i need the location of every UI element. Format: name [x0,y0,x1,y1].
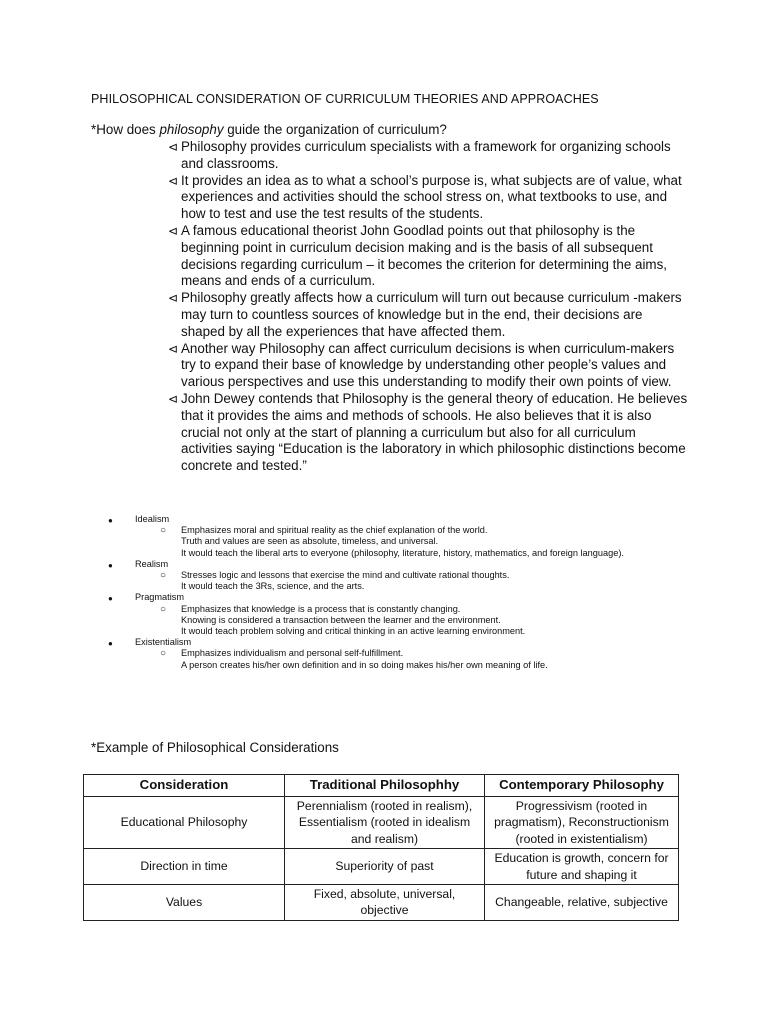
circle-bullet-icon: ○ [160,570,167,582]
table-row [84,885,679,921]
arrow-bullet-icon: ⊲ [168,173,179,188]
philosophies-list [108,514,708,671]
list-item [168,341,688,391]
table-cell: Direction in time [84,849,285,885]
point-text: Philosophy provides curriculum specialists with a framework for organizing schools and classrooms. [181,139,671,171]
list-item [168,391,688,475]
philosophy-description [108,525,708,559]
bullet-icon: ● [108,594,113,604]
description-line: It would teach the 3Rs, science, and the arts. [181,581,365,592]
table-row [84,797,679,849]
description-line: It would teach the liberal arts to everyone (philosophy, literature, history, mathematics, and foreign language). [181,547,624,558]
table-cell: Educational Philosophy [84,797,285,849]
description-line: Emphasizes individualism and personal self-fulfillment. [181,648,404,659]
table-cell: Superiority of past [285,849,485,885]
description-line: Emphasizes that knowledge is a process that is constantly changing. [181,603,461,614]
arrow-bullet-icon: ⊲ [168,341,179,356]
question-suffix: guide the organization of curriculum? [223,122,447,137]
circle-bullet-icon: ○ [160,525,167,537]
table-header-row [84,775,679,797]
philosophy-name: Idealism [135,514,170,524]
philosophy-name: Existentialism [135,637,192,648]
philosophy-description [108,570,708,592]
philosophy-pragmatism [108,592,708,637]
description-line: A person creates his/her own definition and in so doing makes his/her own meaning of life. [181,659,548,670]
circle-bullet-icon: ○ [160,648,167,660]
philosophy-points-list [168,139,688,475]
description-line: Knowing is considered a transaction between the learner and the environment. [181,614,501,625]
list-item [168,290,688,340]
philosophy-name: Pragmatism [135,592,185,603]
philosophy-name: Realism [135,558,169,569]
point-text: A famous educational theorist John Goodlad points out that philosophy is the beginning point in curriculum decision making and is the basis of all subsequent decisions regarding curriculum – it becomes the criterion for determining the aims, means and ends of a curriculum. [181,222,667,289]
philosophy-idealism [108,514,708,559]
table-cell: Values [84,885,285,921]
table-cell: Education is growth, concern for future and shaping it [485,849,679,885]
list-item [168,139,688,173]
document-title: PHILOSOPHICAL CONSIDERATION OF CURRICULUM THEORIES AND APPROACHES [91,92,599,106]
bullet-icon: ● [108,639,113,649]
arrow-bullet-icon: ⊲ [168,291,179,306]
point-text: John Dewey contends that Philosophy is the general theory of education. He believes that it provides the aims and methods of schools. He also believes that it is also crucial not only at the start of planning a curriculum but also for all curriculum activities saying “Education is the laboratory in which philosophic distinctions become concrete and tested.” [181,390,688,474]
column-header: Contemporary Philosophy [485,775,679,797]
example-heading: *Example of Philosophical Considerations [91,740,339,755]
point-text: Another way Philosophy can affect curriculum decisions is when curriculum-makers try to expand their base of knowledge by understanding other people’s values and various perspectives and use this understanding to modify their own points of view. [181,340,675,390]
question-emphasis: philosophy [159,122,224,137]
bullet-icon: ● [108,516,113,525]
considerations-table [83,774,679,921]
description-line: Stresses logic and lessons that exercise the mind and cultivate rational thoughts. [181,570,510,581]
philosophy-realism [108,559,708,593]
description-line: Truth and values are seen as absolute, timeless, and universal. [181,536,439,547]
table-row [84,849,679,885]
philosophy-description [108,648,708,670]
circle-bullet-icon: ○ [160,603,167,615]
arrow-bullet-icon: ⊲ [168,140,179,154]
point-text: Philosophy greatly affects how a curriculum will turn out because curriculum -makers may turn to countless sources of knowledge but in the end, their decisions are shaped by all the experiences that have affected them. [181,290,682,339]
bullet-icon: ● [108,560,113,570]
table-cell: Changeable, relative, subjective [485,885,679,921]
list-item [168,173,688,223]
philosophy-description [108,604,708,638]
arrow-bullet-icon: ⊲ [168,223,179,238]
column-header: Consideration [84,775,285,797]
list-item [168,223,688,290]
guiding-question [91,122,447,137]
description-line: Emphasizes moral and spiritual reality as the chief explanation of the world. [181,525,488,536]
philosophy-existentialism [108,637,708,671]
description-line: It would teach problem solving and critical thinking in an active learning environment. [181,626,526,637]
point-text: It provides an idea as to what a school’s purpose is, what subjects are of value, what experiences and activities should the school stress on, what textbooks to use, and how to test and use the test results of the students. [181,172,682,222]
question-prefix: *How does [91,122,160,137]
column-header: Traditional Philosophhy [285,775,485,797]
table-cell: Perennialism (rooted in realism), Essentialism (rooted in idealism and realism) [285,797,485,849]
table-cell: Progressivism (rooted in pragmatism), Reconstructionism (rooted in existentialism) [485,797,679,849]
arrow-bullet-icon: ⊲ [168,391,179,406]
table-cell: Fixed, absolute, universal, objective [285,885,485,921]
